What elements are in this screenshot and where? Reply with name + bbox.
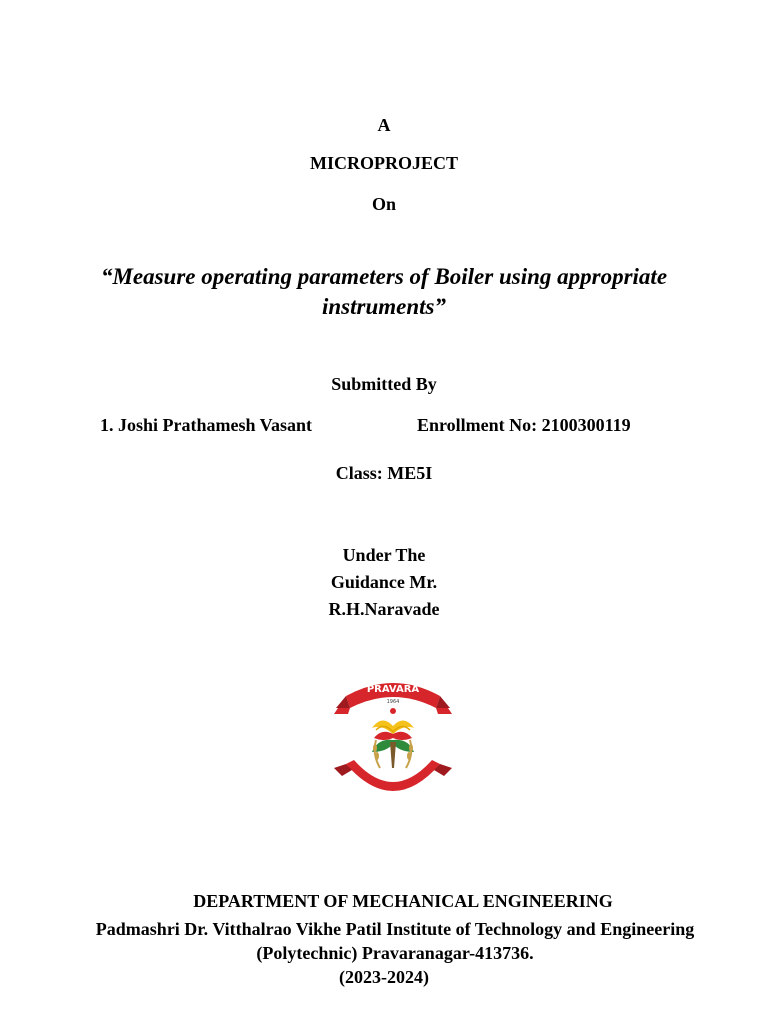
logo-year: 1964 (386, 699, 400, 705)
institute-logo (332, 668, 454, 803)
student-name: 1. Joshi Prathamesh Vasant (100, 415, 313, 435)
enrollment-number: Enrollment No: 2100300119 (417, 415, 631, 435)
project-title: “Measure operating parameters of Boiler using appropriate instruments” (100, 264, 668, 319)
cover-microproject: MICROPROJECT (310, 153, 458, 173)
cover-letter-a: A (377, 115, 391, 135)
guidance-line-3: R.H.Naravade (328, 599, 440, 619)
institute-name: Padmashri Dr. Vitthalrao Vikhe Patil Institute of Technology and Engineering (Polytechnic) Pravaranagar-413736. (95, 919, 695, 963)
department-name: DEPARTMENT OF MECHANICAL ENGINEERING (193, 891, 613, 911)
guidance-line-1: Under The (342, 545, 426, 565)
class-label: Class: ME5I (335, 463, 433, 483)
logo-banner-text: PRAVARA (366, 684, 420, 695)
submitted-by-heading: Submitted By (331, 374, 437, 394)
guidance-block (0, 542, 768, 623)
guidance-line-2: Guidance Mr. (330, 572, 438, 592)
cover-on: On (371, 194, 396, 214)
academic-year: (2023-2024) (339, 967, 429, 987)
